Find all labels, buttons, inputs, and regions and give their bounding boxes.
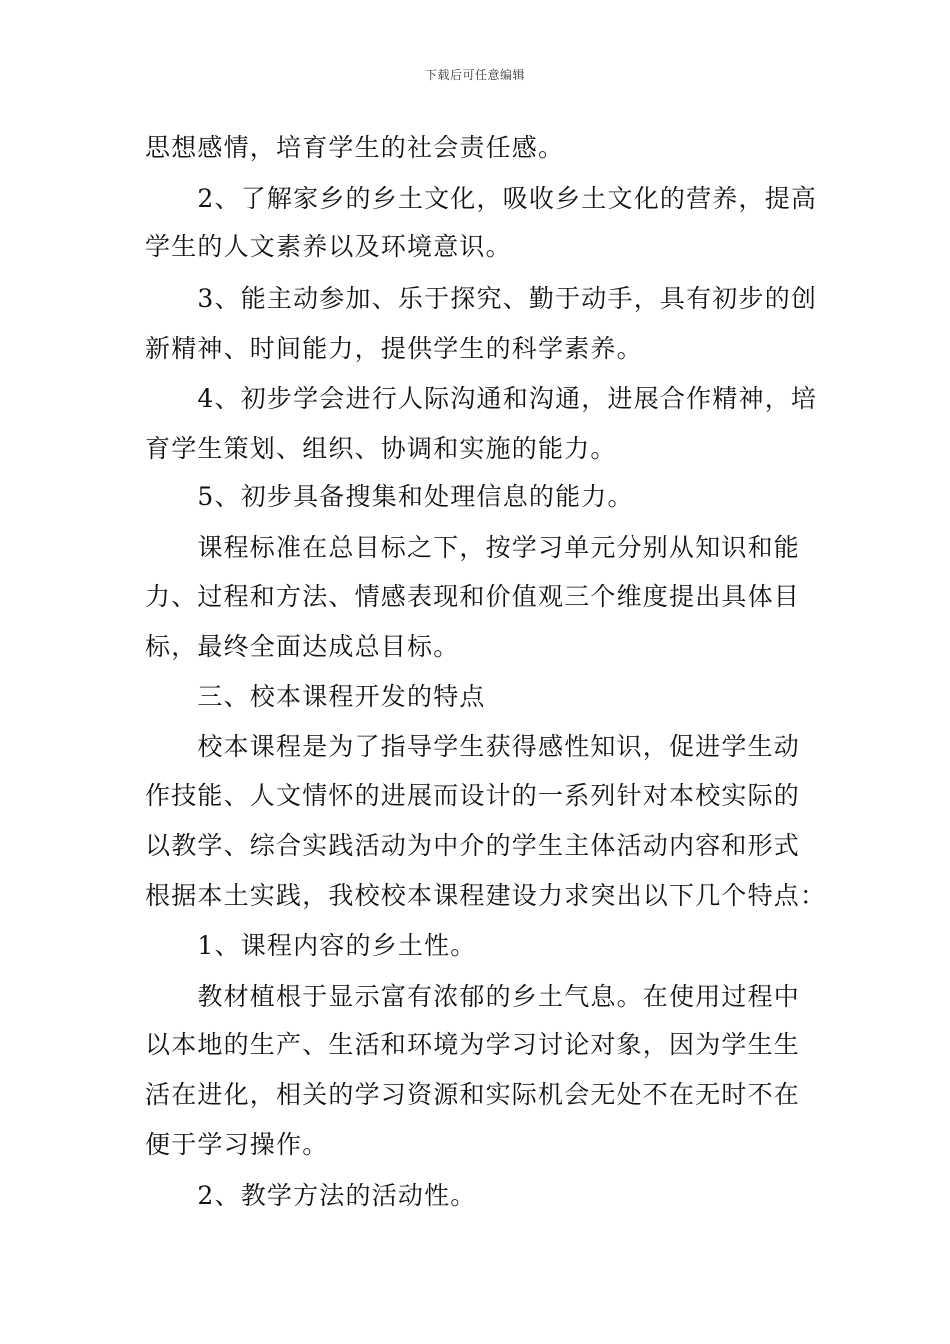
page-header-note: 下载后可任意编辑 bbox=[424, 68, 525, 82]
text-line: 4、初步学会进行人际沟通和沟通，进展合作精神，培 bbox=[145, 384, 818, 413]
text-line: 2、了解家乡的乡土文化，吸收乡土文化的营养，提高 bbox=[145, 184, 818, 213]
text-line: 以本地的生产、生活和环境为学习讨论对象，因为学生生 bbox=[145, 1030, 801, 1059]
text-line: 5、初步具备搜集和处理信息的能力。 bbox=[145, 482, 634, 511]
text-line: 新精神、时间能力，提供学生的科学素养。 bbox=[145, 334, 643, 363]
text-line: 3、能主动参加、乐于探究、勤于动手，具有初步的创 bbox=[145, 284, 818, 313]
text-line: 思想感情，培育学生的社会责任感。 bbox=[145, 133, 565, 162]
text-line: 根据本土实践，我校校本课程建设力求突出以下几个特点： bbox=[145, 881, 827, 910]
text-line: 育学生策划、组织、协调和实施的能力。 bbox=[145, 434, 617, 463]
text-line: 活在进化，相关的学习资源和实际机会无处不在无时不在 bbox=[145, 1080, 801, 1109]
text-line: 便于学习操作。 bbox=[145, 1130, 329, 1159]
text-line: 作技能、人文情怀的进展而设计的一系列针对本校实际的 bbox=[145, 781, 801, 810]
text-line: 学生的人文素养以及环境意识。 bbox=[145, 232, 512, 261]
text-line: 标，最终全面达成总目标。 bbox=[145, 632, 460, 661]
text-line: 1、课程内容的乡土性。 bbox=[145, 931, 477, 960]
text-line: 2、教学方法的活动性。 bbox=[145, 1181, 477, 1210]
text-line: 教材植根于显示富有浓郁的乡土气息。在使用过程中 bbox=[145, 982, 801, 1011]
text-line: 以教学、综合实践活动为中介的学生主体活动内容和形式 bbox=[145, 831, 801, 860]
section-heading: 三、校本课程开发的特点 bbox=[145, 682, 486, 711]
text-line: 校本课程是为了指导学生获得感性知识，促进学生动 bbox=[145, 732, 801, 761]
text-line: 课程标准在总目标之下，按学习单元分别从知识和能 bbox=[145, 533, 801, 562]
text-line: 力、过程和方法、情感表现和价值观三个维度提出具体目 bbox=[145, 582, 801, 611]
